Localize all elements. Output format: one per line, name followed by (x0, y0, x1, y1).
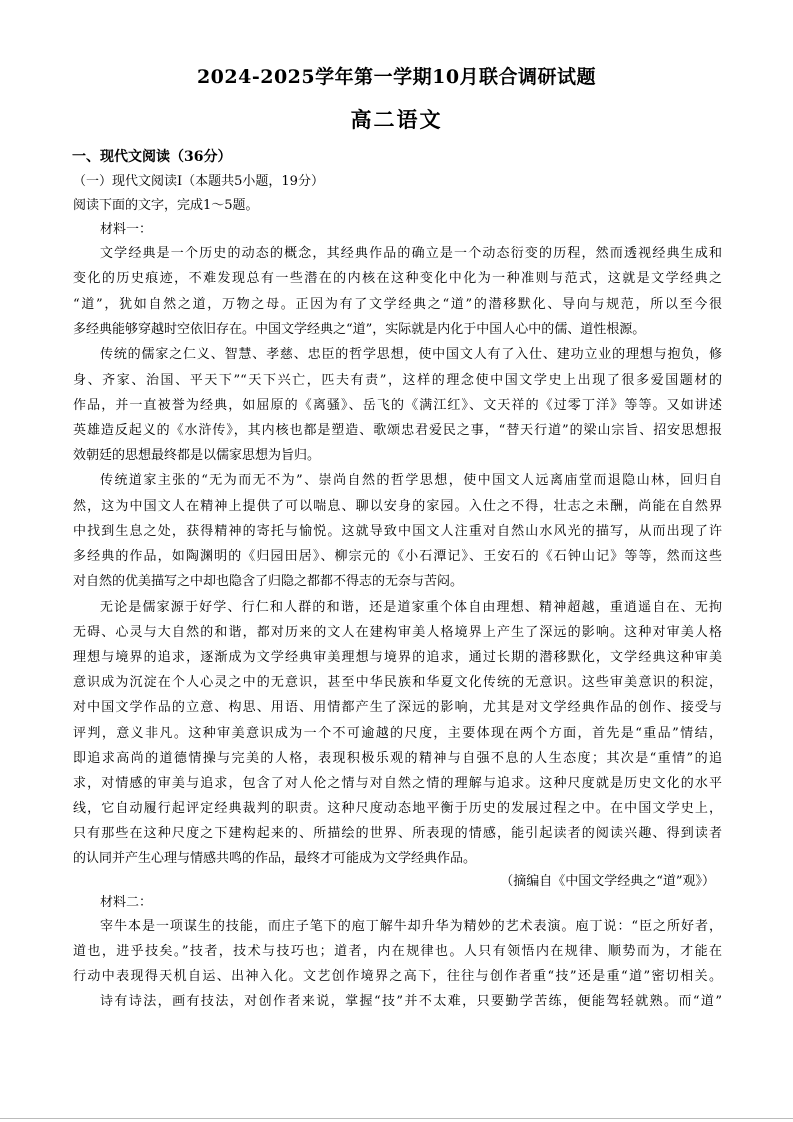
paragraph-line: 效朝廷的思想最终都是以儒家思想为旨归。 (73, 448, 321, 463)
paragraph-line: 对中国文学作品的立意、构思、用语、用情都产生了深远的影响，尤其是对文学经典作品的创作、接受与 (73, 700, 722, 715)
exam-subtitle: 高二语文 (350, 107, 443, 132)
paragraph-line: 无论是儒家源于好学、行仁和人群的和谐，还是道家重个体自由理想、精神超越，重逍遥自在、无拘 (100, 600, 722, 615)
paragraph-line: 只有那些在这种尺度之下建构起来的、所描绘的世界、所表现的情感，能引起读者的阅读兴趣、得到读者 (73, 826, 722, 841)
paragraph-line: 然，这为中国文人在精神上提供了可以喘息、聊以安身的家园。入仕之不得，壮志之未酬，尚能在自然界 (73, 499, 722, 514)
paragraph-line: 理想与境界的追求，逐渐成为文学经典审美理想与境界的追求，通过长期的潜移默化，文学经典这种审美 (73, 650, 722, 665)
paragraph-line: 即追求高尚的道德情操与完美的人格，表现积极乐观的精神与自强不息的人生态度；其次是“重情”的追 (73, 751, 722, 766)
paragraph-line: 道也，进乎技矣。”技者，技术与技巧也；道者，内在规律也。人只有领悟内在规律、顺势而为，才能在 (73, 944, 722, 959)
paragraph-line: 无碍、心灵与大自然的和谐，都对历来的文人在建构审美人格境界上产生了深远的影响。这种对审美人格 (73, 625, 722, 640)
paragraph-line: 身、齐家、治国、平天下”“天下兴亡，匹夫有责”，这样的理念使中国文学史上出现了很多爱国题材的 (73, 373, 722, 388)
exam-title: 2024-2025学年第一学期10月联合调研试题 (196, 66, 597, 88)
paragraph-line: 对自然的优美描写之中却也隐含了归隐之都都不得志的无奈与苦闷。 (73, 574, 464, 589)
reading-instruction: 阅读下面的文字，完成1～5题。 (73, 198, 259, 213)
material2-label: 材料二： (100, 895, 153, 910)
material1-label: 材料一： (100, 222, 153, 237)
material1-source: （摘编自《中国文学经典之“道”观》） (500, 874, 715, 889)
paragraph-line: 评判，意义非凡。这种审美意识成为一个不可逾越的尺度，主要体现在两个方面，首先是“重品”情结， (73, 726, 722, 741)
paragraph-line: 多经典的作品，如陶渊明的《归园田居》、柳宗元的《小石潭记》、王安石的《石钟山记》等等，然而这些 (73, 549, 722, 564)
paragraph-line: 多经典能够穿越时空依旧存在。中国文学经典之“道”，实际就是内化于中国人心中的儒、道性根源。 (73, 322, 646, 337)
section-subheading: （一）现代文阅读Ⅰ（本题共5小题，19分） (73, 174, 324, 189)
paragraph-line: 意识成为沉淀在个人心灵之中的无意识，甚至中华民族和华夏文化传统的无意识。这些审美意识的积淀， (73, 675, 722, 690)
paragraph-line: 中找到生息之处，获得精神的寄托与愉悦。这就导致中国文人注重对自然山水风光的描写，从而出现了许 (73, 524, 722, 539)
paragraph-line: 行动中表现得天机自运、出神入化。文艺创作境界之高下，往往与创作者重“技”还是重“道”密切相关。 (73, 969, 722, 984)
section-heading: 一、现代文阅读（36分） (72, 149, 232, 165)
paragraph-line: 作品，并一直被誉为经典，如屈原的《离骚》、岳飞的《满江红》、文天祥的《过零丁洋》等等。又如讲述 (73, 398, 722, 413)
paragraph-line: 的认同并产生心理与情感共鸣的作品，最终才可能成为文学经典作品。 (73, 851, 477, 866)
paragraph-line: 传统的儒家之仁义、智慧、孝慈、忠臣的哲学思想，使中国文人有了入仕、建功立业的理想与抱负，修 (100, 347, 722, 362)
paragraph-line: 变化的历史痕迹，不难发现总有一些潜在的内核在这种变化中化为一种准则与范式，这就是文学经典之 (73, 271, 722, 286)
page-bottom-rule (0, 1118, 793, 1119)
paragraph-line: 求，对情感的审美与追求，包含了对人伦之情与对自然之情的理解与追求。这种尺度就是历史文化的水平 (73, 776, 722, 791)
paragraph-line: 文学经典是一个历史的动态的概念，其经典作品的确立是一个动态衍变的历程，然而透视经典生成和 (100, 246, 722, 261)
paragraph-line: 诗有诗法，画有技法，对创作者来说，掌握“技”并不太难，只要勤学苦练，便能驾轻就熟。而“道” (100, 994, 722, 1009)
paragraph-line: 传统道家主张的“无为而无不为”、崇尚自然的哲学思想，使中国文人远离庙堂而退隐山林，回归自 (100, 473, 722, 488)
paragraph-line: 英雄造反起义的《水浒传》，其内核也都是塑造、歌颂忠君爱民之事，“替天行道”的梁山宗旨、招安思想报 (73, 423, 722, 438)
paragraph-line: “道”，犹如自然之道，万物之母。正因为有了文学经典之“道”的潜移默化、导向与规范，所以至今很 (73, 297, 722, 312)
paragraph-line: 宰牛本是一项谋生的技能，而庄子笔下的庖丁解牛却升华为精妙的艺术表演。庖丁说：“臣之所好者， (100, 919, 722, 934)
paragraph-line: 线，它自动履行起评定经典裁判的职责。这种尺度动态地平衡于历史的发展过程之中。在中国文学史上， (73, 801, 722, 816)
